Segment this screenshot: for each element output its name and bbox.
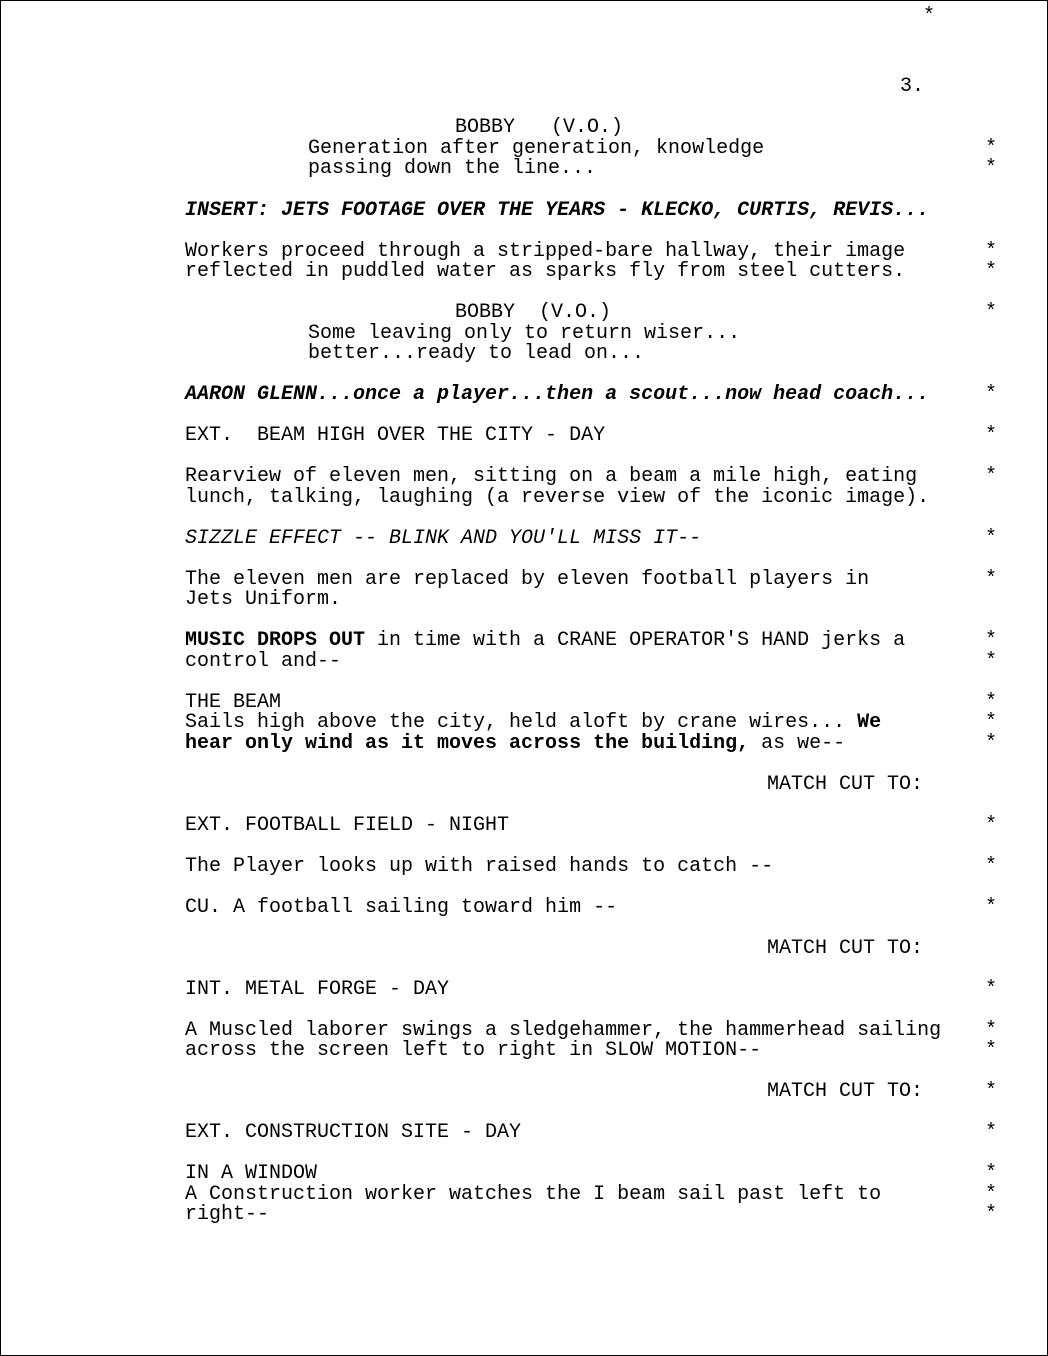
revision-mark: * bbox=[985, 814, 998, 837]
action-line: IN A WINDOW bbox=[185, 1162, 318, 1185]
action-line: control and-- bbox=[185, 650, 342, 673]
action-line: lunch, talking, laughing (a reverse view of the iconic image). bbox=[185, 486, 930, 509]
scene-heading: INT. METAL FORGE - DAY bbox=[185, 978, 450, 1001]
revision-mark: * bbox=[985, 711, 998, 734]
revision-mark: * bbox=[985, 137, 998, 160]
revision-mark: * bbox=[985, 1039, 998, 1062]
scene-heading: EXT. BEAM HIGH OVER THE CITY - DAY bbox=[185, 424, 606, 447]
bold-text: We bbox=[857, 711, 882, 734]
revision-mark: * bbox=[985, 424, 998, 447]
character-name: BOBBY (V.O.) bbox=[455, 301, 612, 324]
dialogue-line: passing down the line... bbox=[308, 157, 597, 180]
action-line: reflected in puddled water as sparks fly from steel cutters. bbox=[185, 260, 906, 283]
transition: MATCH CUT TO: bbox=[767, 937, 924, 960]
revision-mark: * bbox=[985, 978, 998, 1001]
revision-mark: * bbox=[985, 1121, 998, 1144]
character-name: BOBBY (V.O.) bbox=[455, 116, 624, 139]
transition: MATCH CUT TO: bbox=[767, 1080, 924, 1103]
action-line: The eleven men are replaced by eleven football players in bbox=[185, 568, 870, 591]
dialogue-line: Some leaving only to return wiser... bbox=[308, 322, 741, 345]
revision-mark: * bbox=[985, 1080, 998, 1103]
revision-mark: * bbox=[985, 301, 998, 324]
plain-text: Sails high above the city, held aloft by crane wires... bbox=[185, 711, 858, 734]
action-line: A Muscled laborer swings a sledgehammer, the hammerhead sailing bbox=[185, 1019, 942, 1042]
effect-line: SIZZLE EFFECT -- BLINK AND YOU'LL MISS IT-- bbox=[185, 527, 702, 550]
action-line: right-- bbox=[185, 1203, 270, 1226]
revision-mark: * bbox=[985, 527, 998, 550]
plain-text: as we-- bbox=[749, 732, 846, 755]
revision-mark: * bbox=[985, 1203, 998, 1226]
transition: MATCH CUT TO: bbox=[767, 773, 924, 796]
revision-mark: * bbox=[985, 260, 998, 283]
revision-mark: * bbox=[985, 691, 998, 714]
revision-mark: * bbox=[985, 1019, 998, 1042]
revision-mark: * bbox=[985, 855, 998, 878]
action-line: The Player looks up with raised hands to catch -- bbox=[185, 855, 774, 878]
revision-mark: * bbox=[985, 465, 998, 488]
bold-text: hear only wind as it moves across the building, bbox=[185, 732, 750, 755]
plain-text: in time with a CRANE OPERATOR'S HAND jerks a bbox=[365, 629, 906, 652]
dialogue-line: Generation after generation, knowledge bbox=[308, 137, 765, 160]
revision-mark-top: * bbox=[923, 5, 936, 28]
revision-mark: * bbox=[985, 240, 998, 263]
revision-mark: * bbox=[985, 1183, 998, 1206]
revision-mark: * bbox=[985, 568, 998, 591]
insert-line: INSERT: JETS FOOTAGE OVER THE YEARS - KLECKO, CURTIS, REVIS... bbox=[185, 199, 930, 222]
revision-mark: * bbox=[985, 629, 998, 652]
scene-heading: EXT. CONSTRUCTION SITE - DAY bbox=[185, 1121, 522, 1144]
action-line: Rearview of eleven men, sitting on a beam a mile high, eating bbox=[185, 465, 918, 488]
action-line: Workers proceed through a stripped-bare hallway, their image bbox=[185, 240, 906, 263]
revision-mark: * bbox=[985, 650, 998, 673]
scene-heading: EXT. FOOTBALL FIELD - NIGHT bbox=[185, 814, 510, 837]
action-line bbox=[185, 713, 881, 734]
action-line: A Construction worker watches the I beam sail past left to bbox=[185, 1183, 882, 1206]
page-number: 3. bbox=[900, 75, 925, 98]
revision-mark: * bbox=[985, 732, 998, 755]
action-line: THE BEAM bbox=[185, 691, 282, 714]
action-line: Jets Uniform. bbox=[185, 588, 342, 611]
revision-mark: * bbox=[985, 383, 998, 406]
action-line: CU. A football sailing toward him -- bbox=[185, 896, 618, 919]
dialogue-line: better...ready to lead on... bbox=[308, 342, 645, 365]
revision-mark: * bbox=[985, 896, 998, 919]
revision-mark: * bbox=[985, 157, 998, 180]
action-line bbox=[185, 631, 905, 652]
revision-mark: * bbox=[985, 1162, 998, 1185]
action-line bbox=[185, 734, 845, 755]
action-line: across the screen left to right in SLOW MOTION-- bbox=[185, 1039, 762, 1062]
super-line: AARON GLENN...once a player...then a scout...now head coach... bbox=[185, 383, 930, 406]
bold-text: MUSIC DROPS OUT bbox=[185, 629, 366, 652]
